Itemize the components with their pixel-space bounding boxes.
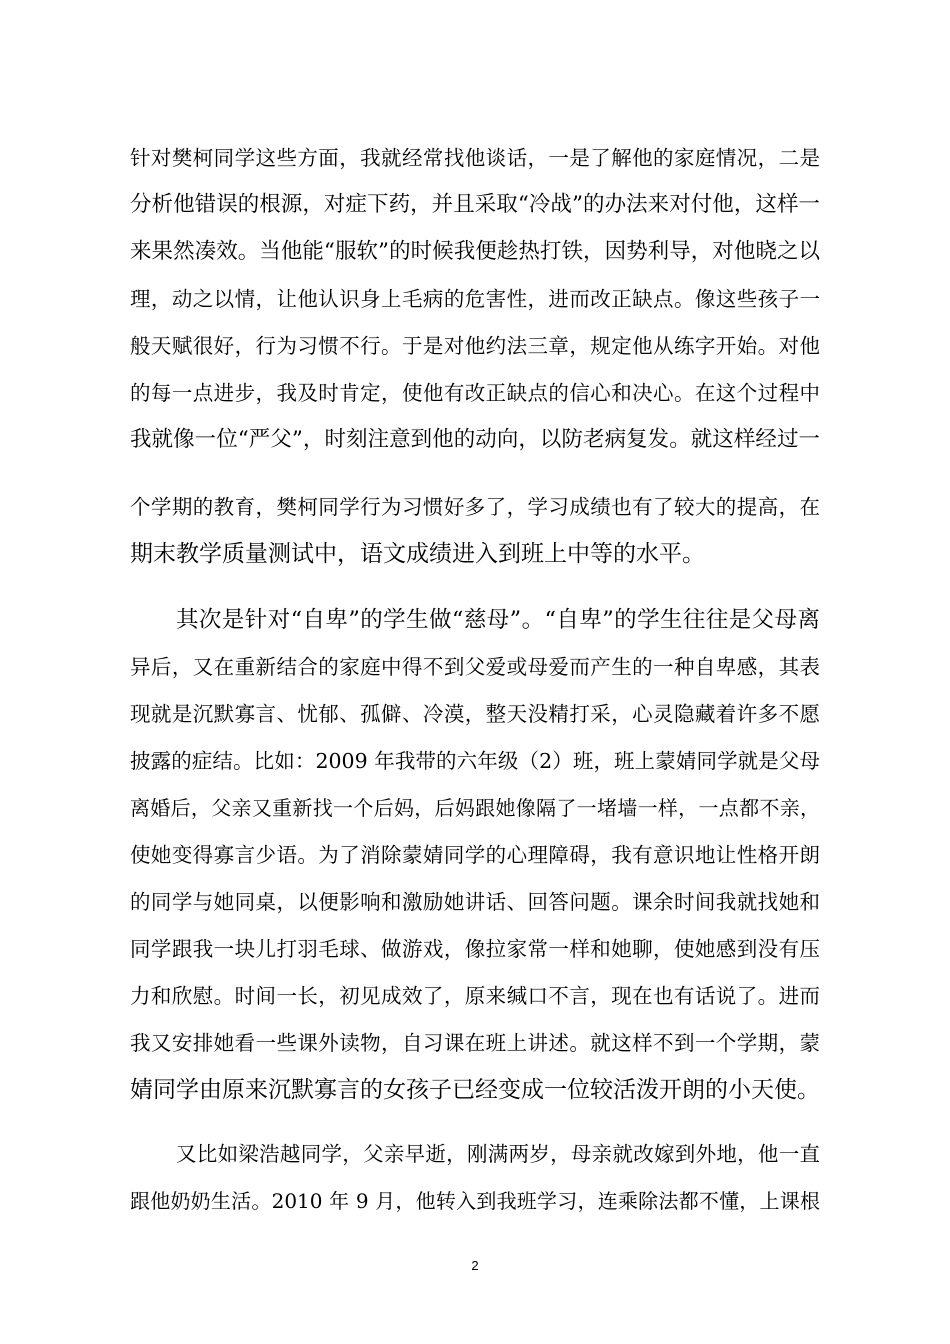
text-line: 个学期的教育，樊柯同学行为习惯好多了，学习成绩也有了较大的提高，在 xyxy=(130,495,820,519)
text-line: 异后，又在重新结合的家庭中得不到父爱或母爱而产生的一种自卑感，其表 xyxy=(130,655,820,679)
text-line: 同学跟我一块儿打羽毛球、做游戏，像拉家常一样和她聊，使她感到没有压 xyxy=(130,937,820,961)
text-line: 跟他奶奶生活。2010 年 9 月，他转入到我班学习，连乘除法都不懂，上课根 xyxy=(130,1189,820,1213)
text-line: 般天赋很好，行为习惯不行。于是对他约法三章，规定他从练字开始。对他 xyxy=(130,334,820,358)
text-line: 现就是沉默寡言、忧郁、孤僻、冷漠，整天没精打采，心灵隐藏着许多不愿 xyxy=(130,702,820,726)
text-line: 披露的症结。比如：2009 年我带的六年级（2）班，班上蒙婧同学就是父母 xyxy=(130,749,820,773)
text-line: 我就像一位“严父”，时刻注意到他的动向，以防老病复发。就这样经过一 xyxy=(130,427,820,452)
text-line: 离婚后，父亲又重新找一个后妈，后妈跟她像隔了一堵墙一样，一点都不亲， xyxy=(130,796,820,820)
text-line: 我又安排她看一些课外读物，自习课在班上讲述。就这样不到一个学期，蒙 xyxy=(130,1031,820,1055)
text-line: 针对樊柯同学这些方面，我就经常找他谈话，一是了解他的家庭情况，二是 xyxy=(130,146,820,170)
text-line: 的同学与她同桌，以便影响和激励她讲话、回答问题。课余时间我就找她和 xyxy=(130,890,820,914)
text-line: 婧同学由原来沉默寡言的女孩子已经变成一位较活泼开朗的小天使。 xyxy=(130,1077,820,1103)
text-line: 分析他错误的根源，对症下药，并且采取“冷战”的办法来对付他，这样一 xyxy=(130,192,820,217)
text-line: 的每一点进步，我及时肯定，使他有改正缺点的信心和决心。在这个过程中 xyxy=(130,381,820,405)
text-line: 来果然凑效。当他能“服软”的时候我便趁热打铁，因势利导，对他晓之以 xyxy=(130,239,820,264)
text-line: 又比如梁浩越同学，父亲早逝，刚满两岁，母亲就改嫁到外地，他一直 xyxy=(176,1142,820,1166)
text-line: 使她变得寡言少语。为了消除蒙婧同学的心理障碍，我有意识地让性格开朗 xyxy=(130,843,820,867)
text-line: 理，动之以情，让他认识身上毛病的危害性，进而改正缺点。像这些孩子一 xyxy=(130,287,820,311)
text-line: 力和欣慰。时间一长，初见成效了，原来缄口不言，现在也有话说了。进而 xyxy=(130,984,820,1008)
text-line: 其次是针对“自卑”的学生做“慈母”。“自卑”的学生往往是父母离 xyxy=(176,607,820,633)
page-number: 2 xyxy=(471,1258,479,1273)
text-line: 期末教学质量测试中，语文成绩进入到班上中等的水平。 xyxy=(130,541,705,567)
